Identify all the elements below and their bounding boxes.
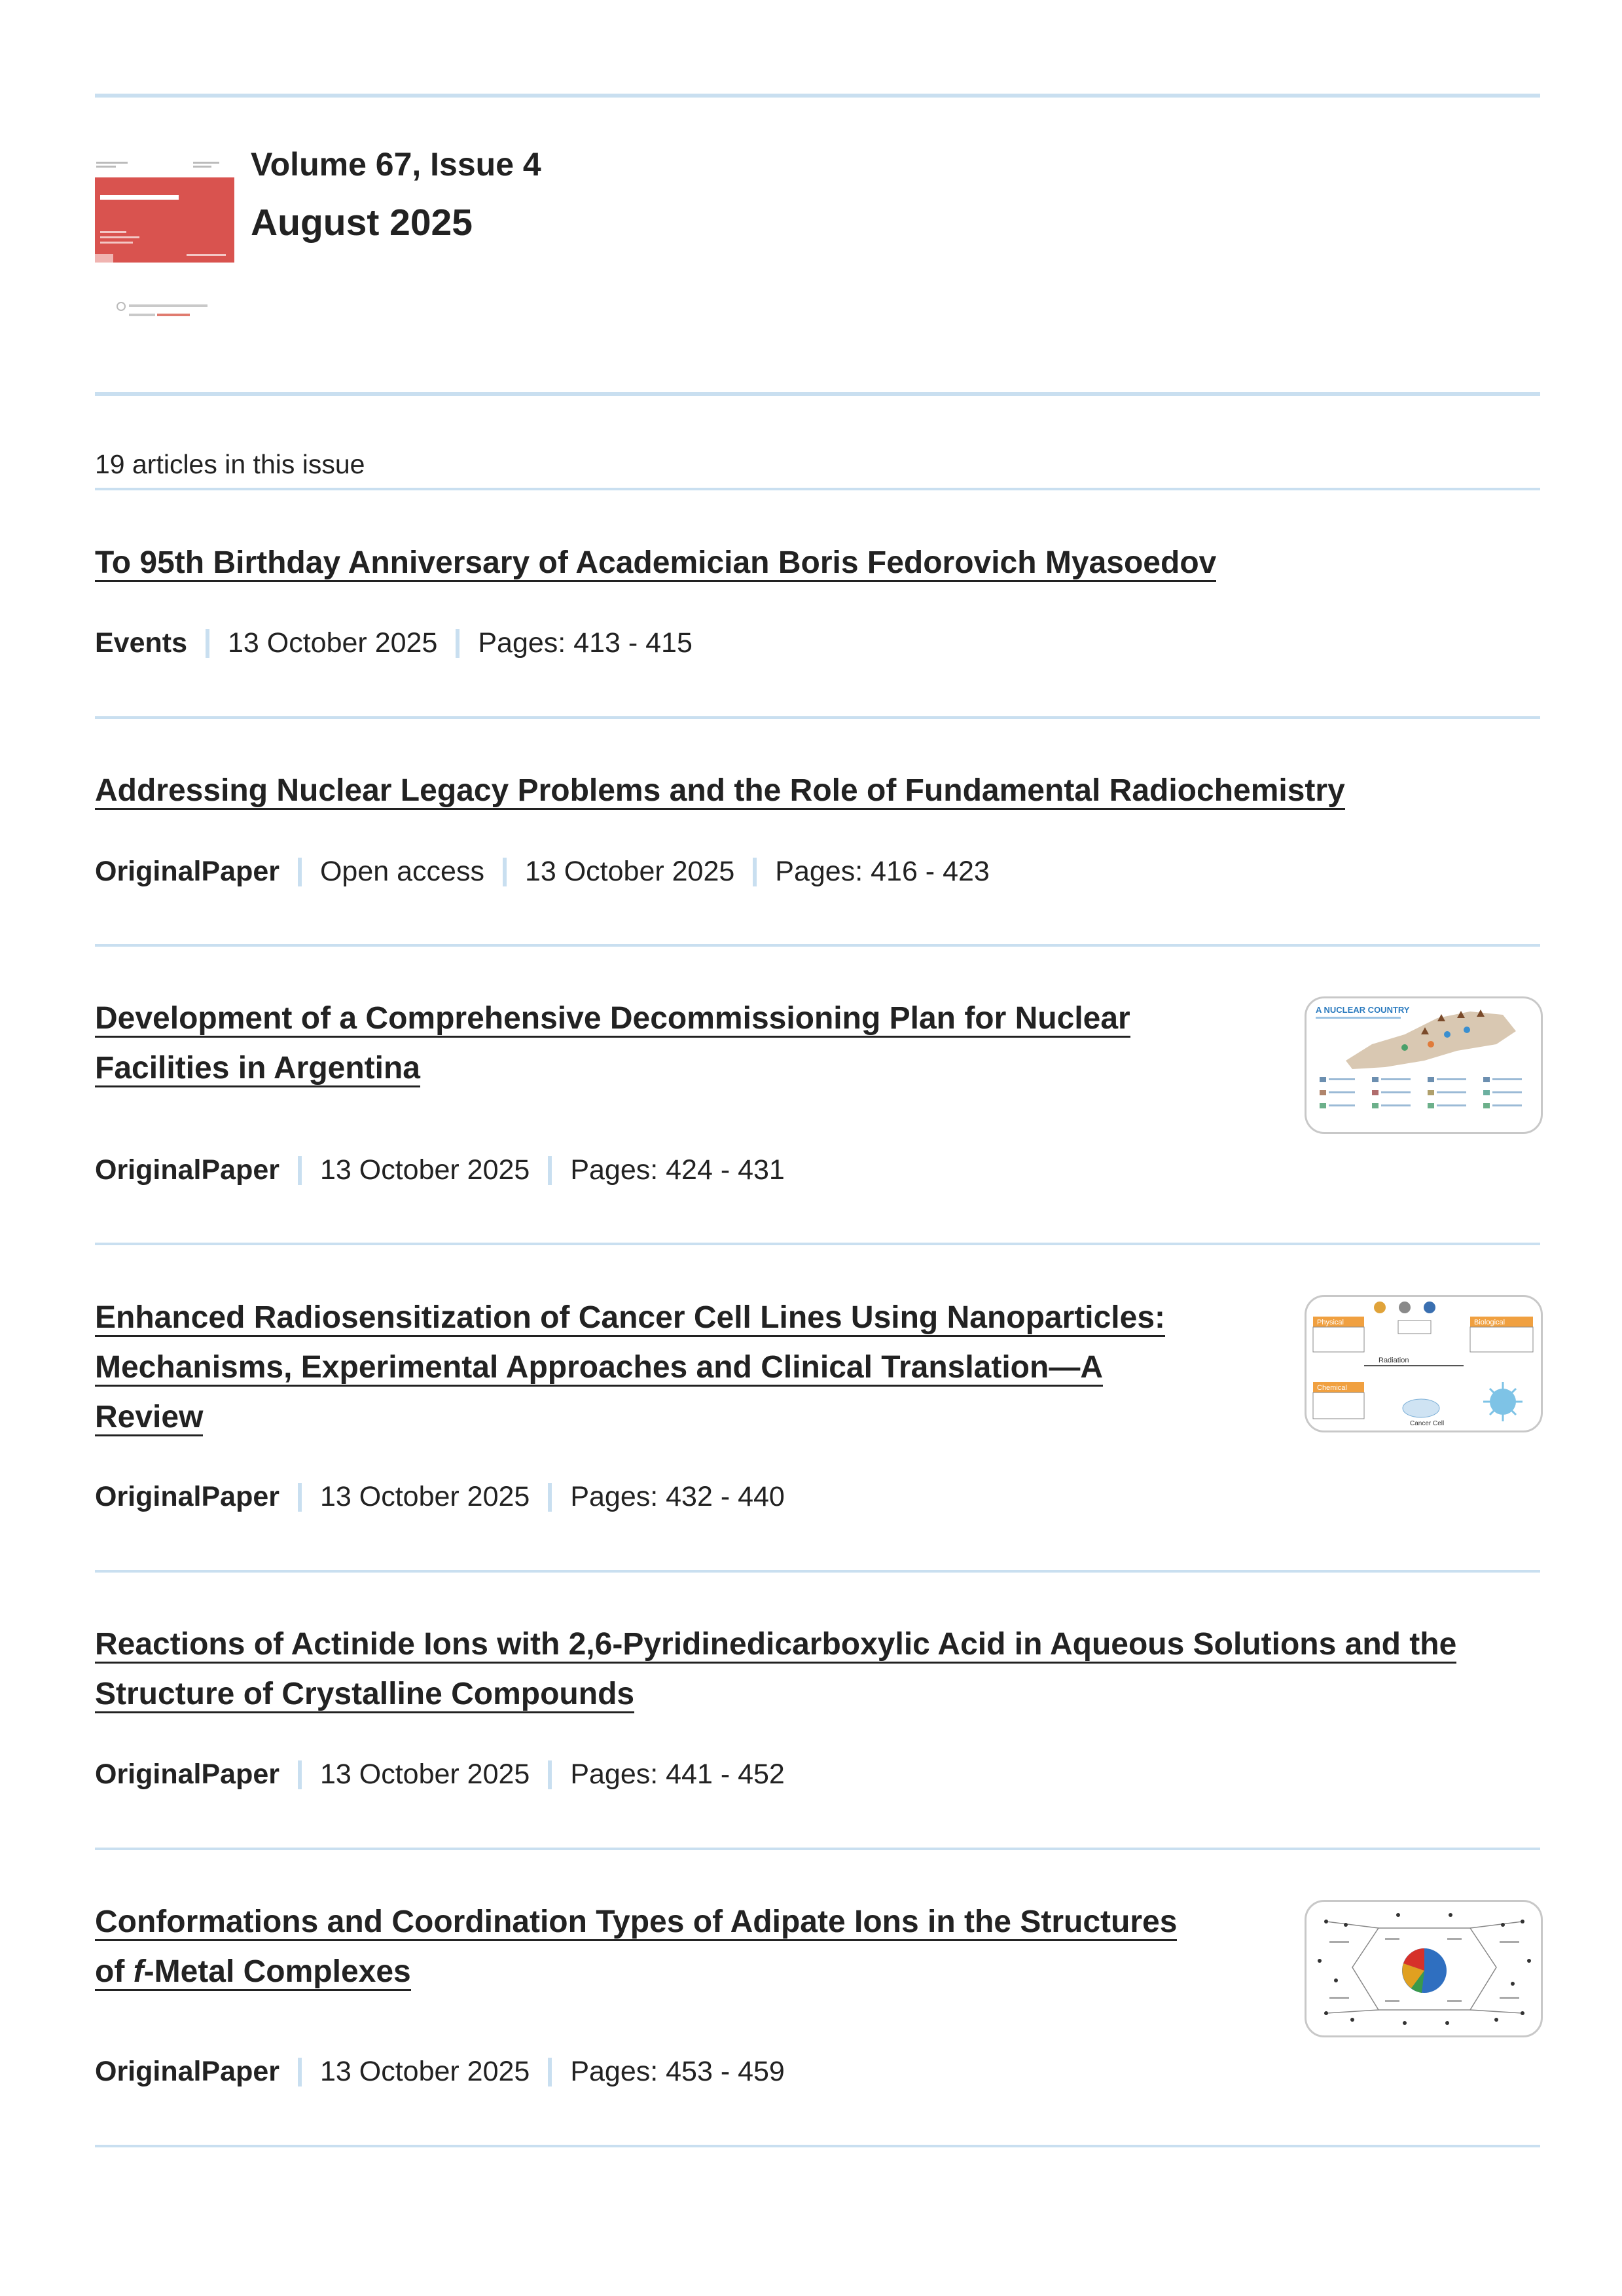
journal-cover-image[interactable] (95, 159, 234, 327)
article-title-link[interactable]: Conformations and Coordination Types of Adipate Ions in the Structures of f-Metal Complexes (95, 1897, 1177, 1997)
article-meta (95, 2056, 785, 2088)
thumb-label: Cancer Cell (1410, 1420, 1445, 1427)
article-type: OriginalPaper (95, 2056, 279, 2087)
article-title-link[interactable]: Development of a Comprehensive Decommissioning Plan for Nuclear Facilities in Argentina (95, 994, 1130, 1093)
article-count: 19 articles in this issue (95, 449, 365, 479)
article-type: OriginalPaper (95, 856, 279, 887)
meta-separator (548, 1760, 552, 1789)
page-range: Pages: 441 - 452 (570, 1758, 785, 1790)
meta-separator (298, 2058, 302, 2086)
meta-separator (298, 1156, 302, 1185)
meta-separator (298, 1760, 302, 1789)
meta-separator (298, 1483, 302, 1512)
published-date: 13 October 2025 (319, 1154, 530, 1186)
article-meta (95, 856, 990, 888)
published-date: 13 October 2025 (524, 856, 735, 887)
article-meta (95, 1154, 785, 1186)
page-range: Pages: 424 - 431 (570, 1154, 785, 1186)
divider (95, 488, 1540, 490)
thumb-label: Biological (1474, 1319, 1505, 1326)
page-range: Pages: 413 - 415 (478, 627, 693, 659)
article-figure-thumbnail[interactable] (1305, 1295, 1543, 1432)
issue-volume: Volume 67, Issue 4 (251, 146, 541, 183)
meta-separator (548, 1156, 552, 1185)
article-title-link[interactable]: Enhanced Radiosensitization of Cancer Cell Lines Using Nanoparticles: Mechanisms, Experimental Approaches and Clinical Translation—A Review (95, 1293, 1165, 1442)
thumb-label: Physical (1317, 1319, 1344, 1326)
meta-separator (206, 629, 209, 658)
article-type: OriginalPaper (95, 1154, 279, 1186)
article-title-link[interactable]: Addressing Nuclear Legacy Problems and the Role of Fundamental Radiochemistry (95, 766, 1345, 816)
thumb-label: Radiation (1379, 1357, 1409, 1364)
divider (95, 94, 1540, 98)
article-type: OriginalPaper (95, 1481, 279, 1512)
divider (95, 1848, 1540, 1850)
divider (95, 392, 1540, 396)
article-meta (95, 1758, 785, 1791)
article-meta (95, 627, 693, 659)
published-date: 13 October 2025 (228, 627, 438, 659)
thumb-title: A NUCLEAR COUNTRY (1316, 1005, 1410, 1015)
meta-separator (548, 1483, 552, 1512)
article-title-link[interactable]: Reactions of Actinide Ions with 2,6-Pyridinedicarboxylic Acid in Aqueous Solutions and the Structure of Crystalline Compounds (95, 1620, 1456, 1719)
open-access-label: Open access (319, 856, 484, 887)
divider (95, 1243, 1540, 1245)
page-range: Pages: 432 - 440 (570, 1481, 785, 1512)
article-title-link[interactable]: To 95th Birthday Anniversary of Academician Boris Fedorovich Myasoedov (95, 538, 1216, 588)
issue-date: August 2025 (251, 202, 473, 244)
page-range: Pages: 453 - 459 (570, 2056, 785, 2087)
divider (95, 944, 1540, 947)
article-figure-thumbnail[interactable] (1305, 1900, 1543, 2037)
article-type: OriginalPaper (95, 1758, 279, 1790)
article-figure-thumbnail[interactable] (1305, 996, 1543, 1134)
meta-separator (503, 858, 507, 886)
meta-separator (548, 2058, 552, 2086)
published-date: 13 October 2025 (319, 1481, 530, 1512)
divider (95, 2145, 1540, 2147)
meta-separator (753, 858, 757, 886)
thumb-label: Chemical (1317, 1384, 1347, 1392)
article-type: Events (95, 627, 188, 659)
article-meta (95, 1481, 785, 1513)
page-range: Pages: 416 - 423 (775, 856, 990, 887)
divider (95, 716, 1540, 719)
divider (95, 1570, 1540, 1573)
meta-separator (456, 629, 460, 658)
meta-separator (298, 858, 302, 886)
published-date: 13 October 2025 (319, 1758, 530, 1790)
published-date: 13 October 2025 (319, 2056, 530, 2087)
